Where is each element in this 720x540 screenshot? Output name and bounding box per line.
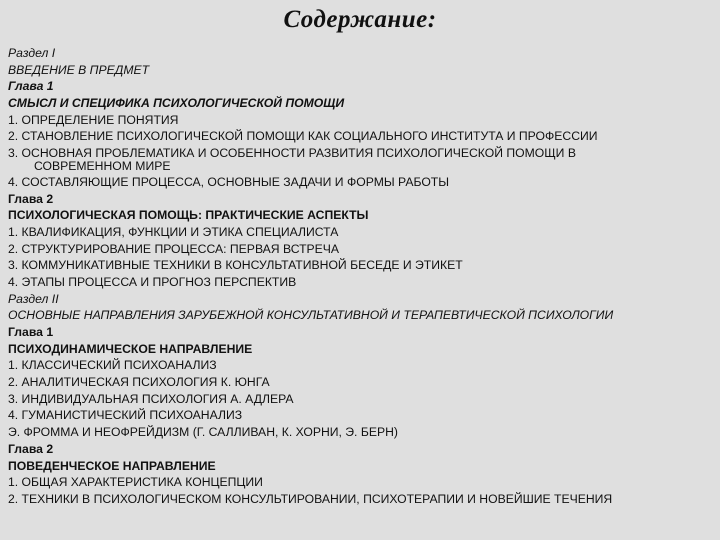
table-of-contents <box>8 45 716 508</box>
list-item: ОСНОВНЫЕ НАПРАВЛЕНИЯ ЗАРУБЕЖНОЙ КОНСУЛЬТАТИВНОЙ И ТЕРАПЕВТИЧЕСКОЙ ПСИХОЛОГИИ <box>8 308 614 323</box>
list-item: 3. ОСНОВНАЯ ПРОБЛЕМАТИКА И ОСОБЕННОСТИ РАЗВИТИЯ ПСИХОЛОГИЧЕСКОЙ ПОМОЩИ В <box>8 146 576 161</box>
list-item: 4. ГУМАНИСТИЧЕСКИЙ ПСИХОАНАЛИЗ <box>8 408 243 423</box>
list-item: 2. СТАНОВЛЕНИЕ ПСИХОЛОГИЧЕСКОЙ ПОМОЩИ КАК СОЦИАЛЬНОГО ИНСТИТУТА И ПРОФЕССИИ <box>8 129 598 144</box>
list-item: Рaздел II <box>8 291 59 306</box>
list-item: Глава 2 <box>8 441 54 456</box>
list-item: СМЫСЛ И СПЕЦИФИКА ПСИХОЛОГИЧЕСКОЙ ПОМОЩИ <box>8 96 345 111</box>
list-item: 3. ИНДИВИДУАЛЬНАЯ ПСИХОЛОГИЯ А. АДЛЕРА <box>8 391 294 406</box>
list-item: ПОВЕДЕНЧЕСКОЕ НАПРАВЛЕНИЕ <box>8 458 216 473</box>
list-item: ВВЕДЕНИЕ В ПРЕДМЕТ <box>8 62 150 77</box>
list-item: 4. ЭТАПЫ ПРОЦЕССА И ПРОГНОЗ ПЕРСПЕКТИВ <box>8 274 297 289</box>
list-item: СОВРЕМЕННОМ МИРЕ <box>34 158 171 173</box>
list-item: 2. ТЕХНИКИ В ПСИХОЛОГИЧЕСКОМ КОНСУЛЬТИРОВАНИИ, ПСИХОТЕРАПИИ И НОВЕЙШИЕ ТЕЧЕНИЯ <box>8 491 613 506</box>
list-item: 2. СТРУКТУРИРОВАНИЕ ПРОЦЕССА: ПЕРВАЯ ВСТРЕЧА <box>8 241 340 256</box>
list-item: 1. ОПРЕДЕЛЕНИЕ ПОНЯТИЯ <box>8 112 179 127</box>
list-item: ПСИХОЛОГИЧЕСКАЯ ПОМОЩЬ: ПРАКТИЧЕСКИЕ АСПЕКТЫ <box>8 208 369 223</box>
list-item: 3. КОММУНИКАТИВНЫЕ ТЕХНИКИ В КОНСУЛЬТАТИВНОЙ БЕСЕДЕ И ЭТИКЕТ <box>8 258 463 273</box>
list-item: Глава 1 <box>8 79 54 94</box>
list-item: 2. АНАЛИТИЧЕСКАЯ ПСИХОЛОГИЯ К. ЮНГА <box>8 375 270 390</box>
list-item: 1. КЛАССИЧЕСКИЙ ПСИХОАНАЛИЗ <box>8 358 217 373</box>
list-item: Глава 1 <box>8 325 54 339</box>
list-item: Глава 2 <box>8 191 54 206</box>
page-title: Содержание: <box>283 6 437 33</box>
list-item: Рaздел I <box>8 46 56 60</box>
list-item: 4. СОСТАВЛЯЮЩИЕ ПРОЦЕССА, ОСНОВНЫЕ ЗАДАЧИ И ФОРМЫ РАБОТЫ <box>8 174 450 189</box>
list-item: 1. ОБЩАЯ ХАРАКТЕРИСТИКА КОНЦЕПЦИИ <box>8 475 263 490</box>
list-item: ПСИХОДИНАМИЧЕСКОЕ НАПРАВЛЕНИЕ <box>8 341 253 356</box>
list-item: 1. КВАЛИФИКАЦИЯ, ФУНКЦИИ И ЭТИКА СПЕЦИАЛИСТА <box>8 224 339 239</box>
list-item: Э. ФРОММА И НЕОФРЕЙДИЗМ (Г. САЛЛИВАН, К. ХОРНИ, Э. БЕРН) <box>8 425 398 440</box>
